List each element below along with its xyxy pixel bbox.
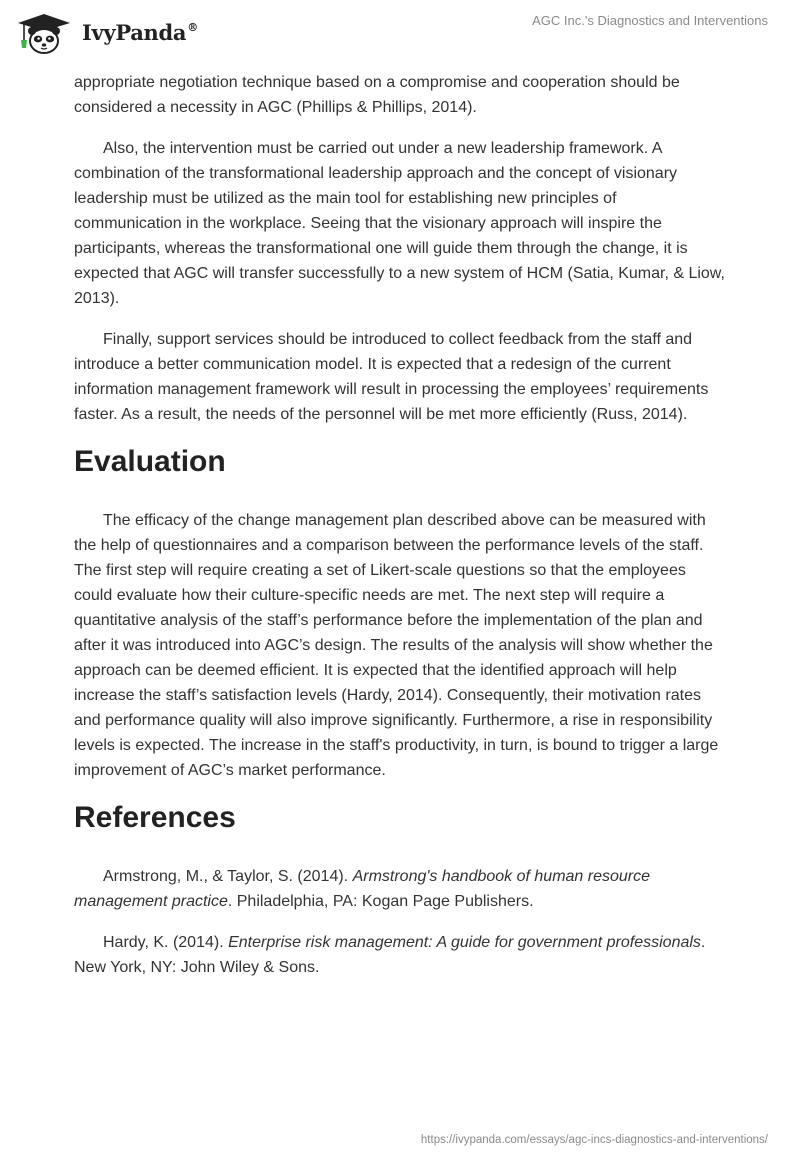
panda-graduate-icon: [14, 10, 76, 54]
logo-text: IvyPanda®: [82, 19, 198, 45]
references-heading: References: [74, 801, 236, 834]
paragraph-leadership: Also, the intervention must be carried out under a new leadership framework. A combination of the transformational leadership approach and the concept of visionary leadership must be utilized as the main tool for establishing new principles of communication in the workplace. Seeing that the visionary approach will inspire the participants, whereas the transformational one will guide them through the change, it is expected that AGC will transfer successfully to a new system of HCM (Satia, Kumar, & Liow, 2013).: [74, 140, 725, 307]
paragraph-support-services: Finally, support services should be introduced to collect feedback from the staff and introduce a better communication model. It is expected that a redesign of the current information management framework will result in processing the employees’ requirements faster. As a result, the needs of the personnel will be met more efficiently (Russ, 2014).: [74, 331, 709, 423]
evaluation-heading: Evaluation: [74, 445, 226, 478]
page-header: [0, 0, 800, 64]
ivypanda-logo[interactable]: [14, 10, 198, 54]
reference-entry: Hardy, K. (2014). Enterprise risk management: A guide for government professionals. New York, NY: John Wiley & Sons.: [74, 934, 706, 976]
paragraph-continuation: appropriate negotiation technique based on a compromise and cooperation should be considered a necessity in AGC (Phillips & Phillips, 2014).: [74, 74, 680, 116]
reference-entry: Armstrong, M., & Taylor, S. (2014). Armstrong's handbook of human resource management practice. Philadelphia, PA: Kogan Page Publishers.: [74, 868, 651, 910]
essay-content: [74, 70, 726, 996]
paragraph-evaluation: The efficacy of the change management plan described above can be measured with the help of questionnaires and a comparison between the performance levels of the staff. The first step will require creating a set of Likert-scale questions so that the employees could evaluate how their culture-specific needs are met. The next step will require a quantitative analysis of the staff’s performance before the implementation of the plan and after it was introduced into AGC’s design. The results of the analysis will show whether the approach can be deemed efficient. It is expected that the identified approach will help increase the staff’s satisfaction levels (Hardy, 2014). Consequently, their motivation rates and performance quality will also improve significantly. Furthermore, a rise in responsibility levels is expected. The increase in the staff's productivity, in turn, is bound to trigger a large improvement of AGC’s market performance.: [74, 512, 719, 779]
source-url[interactable]: https://ivypanda.com/essays/agc-incs-diagnostics-and-interventions/: [420, 1134, 768, 1146]
document-title: AGC Inc.'s Diagnostics and Interventions: [532, 13, 768, 28]
